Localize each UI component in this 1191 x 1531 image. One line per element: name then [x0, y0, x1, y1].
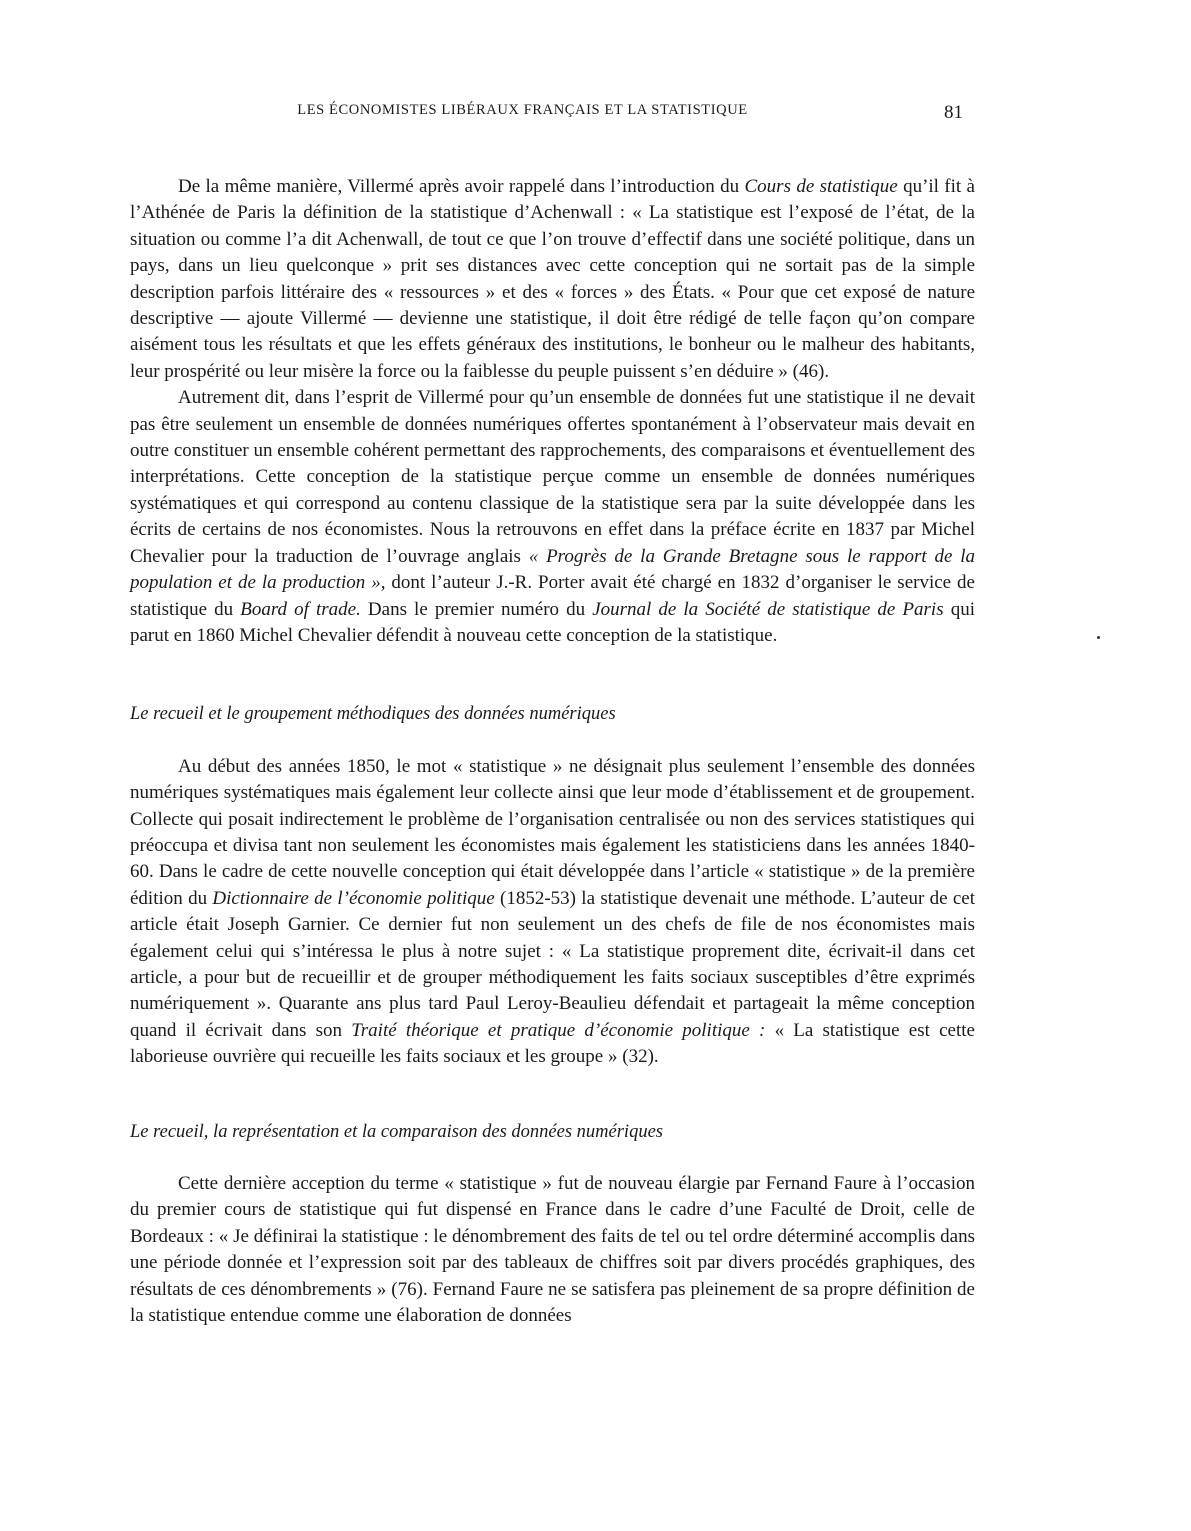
margin-speck	[1097, 636, 1100, 639]
paragraph-faure-definition: Cette dernière acception du terme « statistique » fut de nouveau élargie par Fernand Faure à l’occasion du premier cours de statistique qui fut dispensé en France dans le cadre d’une Faculté de Droit, celle de Bordeaux : « Je définirai la statistique : le dénombrement des faits de tel ou tel ordre déterminé accomplis dans une période donnée et l’expression soit par des tableaux de chiffres soit par divers procédés graphiques, des résultats de ces dénombrements » (76). Fernand Faure ne se satisfera pas pleinement de sa propre définition de la statistique entendue comme une élaboration de données	[130, 1173, 975, 1327]
page-number: 81	[944, 102, 963, 123]
page-header	[130, 100, 975, 130]
italic-title: Cours de statistique	[744, 176, 898, 197]
italic-title: Dictionnaire de l’économie politique	[212, 887, 495, 909]
italic-title: Journal de la Société de statistique de Paris	[592, 598, 944, 620]
body-text	[130, 174, 975, 1329]
paragraph-chevalier-conception: Autrement dit, dans l’esprit de Villermé pour qu’un ensemble de données fut une statistique il ne devait pas être seulement un ensemble de données numériques offertes spontanément à l’observateur mais devait en outre constituer un ensemble cohérent permettant des rapprochements, des comparaisons et éventuellement des interprétations. Cette conception de la statistique perçue comme un ensemble de données numériques systématiques et qui correspond au contenu classique de la statistique sera par la suite développée dans les écrits de certains de nos économistes. Nous la retrouvons en effet dans la préface écrite en 1837 par Michel Chevalier pour la traduction de l’ouvrage anglais « Progrès de la Grande Bretagne sous le rapport de la population et de la production », dont l’auteur J.-R. Porter avait été chargé en 1832 d’organiser le service de statistique du Board of trade. Dans le premier numéro du Journal de la Société de statistique de Paris qui parut en 1860 Michel Chevalier défendit à nouveau cette conception de la statistique.	[130, 387, 975, 646]
italic-title: Board of trade.	[240, 598, 361, 620]
running-title: LES ÉCONOMISTES LIBÉRAUX FRANÇAIS ET LA STATISTIQUE	[297, 102, 748, 118]
paragraph-garnier-methode: Au début des années 1850, le mot « statistique » ne désignait plus seulement l’ensemble des données numériques systématiques mais également leur collecte ainsi que leur mode d’établissement et de groupement. Collecte qui posait indirectement le problème de l’organisation centralisée ou non des services statistiques qui préoccupa et divisa tant non seulement les économistes mais également les statisticiens dans les années 1840-60. Dans le cadre de cette nouvelle conception qui était développée dans l’article « statistique » de la première édition du Dictionnaire de l’économie politique (1852-53) la statistique devenait une méthode. L’auteur de cet article était Joseph Garnier. Ce dernier fut non seulement un des chefs de file de nos économistes mais également celui qui s’intéressa le plus à notre sujet : « La statistique proprement dite, écrivait-il dans cet article, a pour but de recueillir et de grouper méthodiquement les faits sociaux susceptibles d’être exprimés numériquement ». Quarante ans plus tard Paul Leroy-Beaulieu défendait et partageait la même conception quand il écrivait dans son Traité théorique et pratique d’économie politique : « La statistique est cette laborieuse ouvrière qui recueille les faits sociaux et les groupe » (32).	[130, 755, 975, 1068]
italic-title: « Progrès de la Grande Bretagne sous le rapport de la population et de la production »,	[130, 545, 975, 594]
section-heading-recueil-groupement: Le recueil et le groupement méthodiques des données numériques	[130, 704, 616, 725]
section-heading-recueil-representation: Le recueil, la représentation et la comparaison des données numériques	[130, 1121, 663, 1142]
italic-title: Traité théorique et pratique d’économie politique :	[351, 1019, 766, 1041]
paragraph-villerme-definition: De la même manière, Villermé après avoir rappelé dans l’introduction du Cours de statistique qu’il fit à l’Athénée de Paris la définition de la statistique d’Achenwall : « La statistique est l’exposé de l’état, de la situation ou comme l’a dit Achenwall, de tout ce que l’on trouve d’effectif dans une société politique, dans un pays, dans un lieu quelconque » prit ses distances avec cette conception qui ne sortait pas de la simple description parfois littéraire des « ressources » et des « forces » des États. « Pour que cet exposé de nature descriptive — ajoute Villermé — devienne une statistique, il doit être rédigé de telle façon qu’on compare aisément tous les résultats et que les effets généraux des institutions, le bonheur ou le malheur des habitants, leur prospérité ou leur misère la force ou la faiblesse du peuple puissent s’en déduire » (46).	[130, 176, 975, 382]
